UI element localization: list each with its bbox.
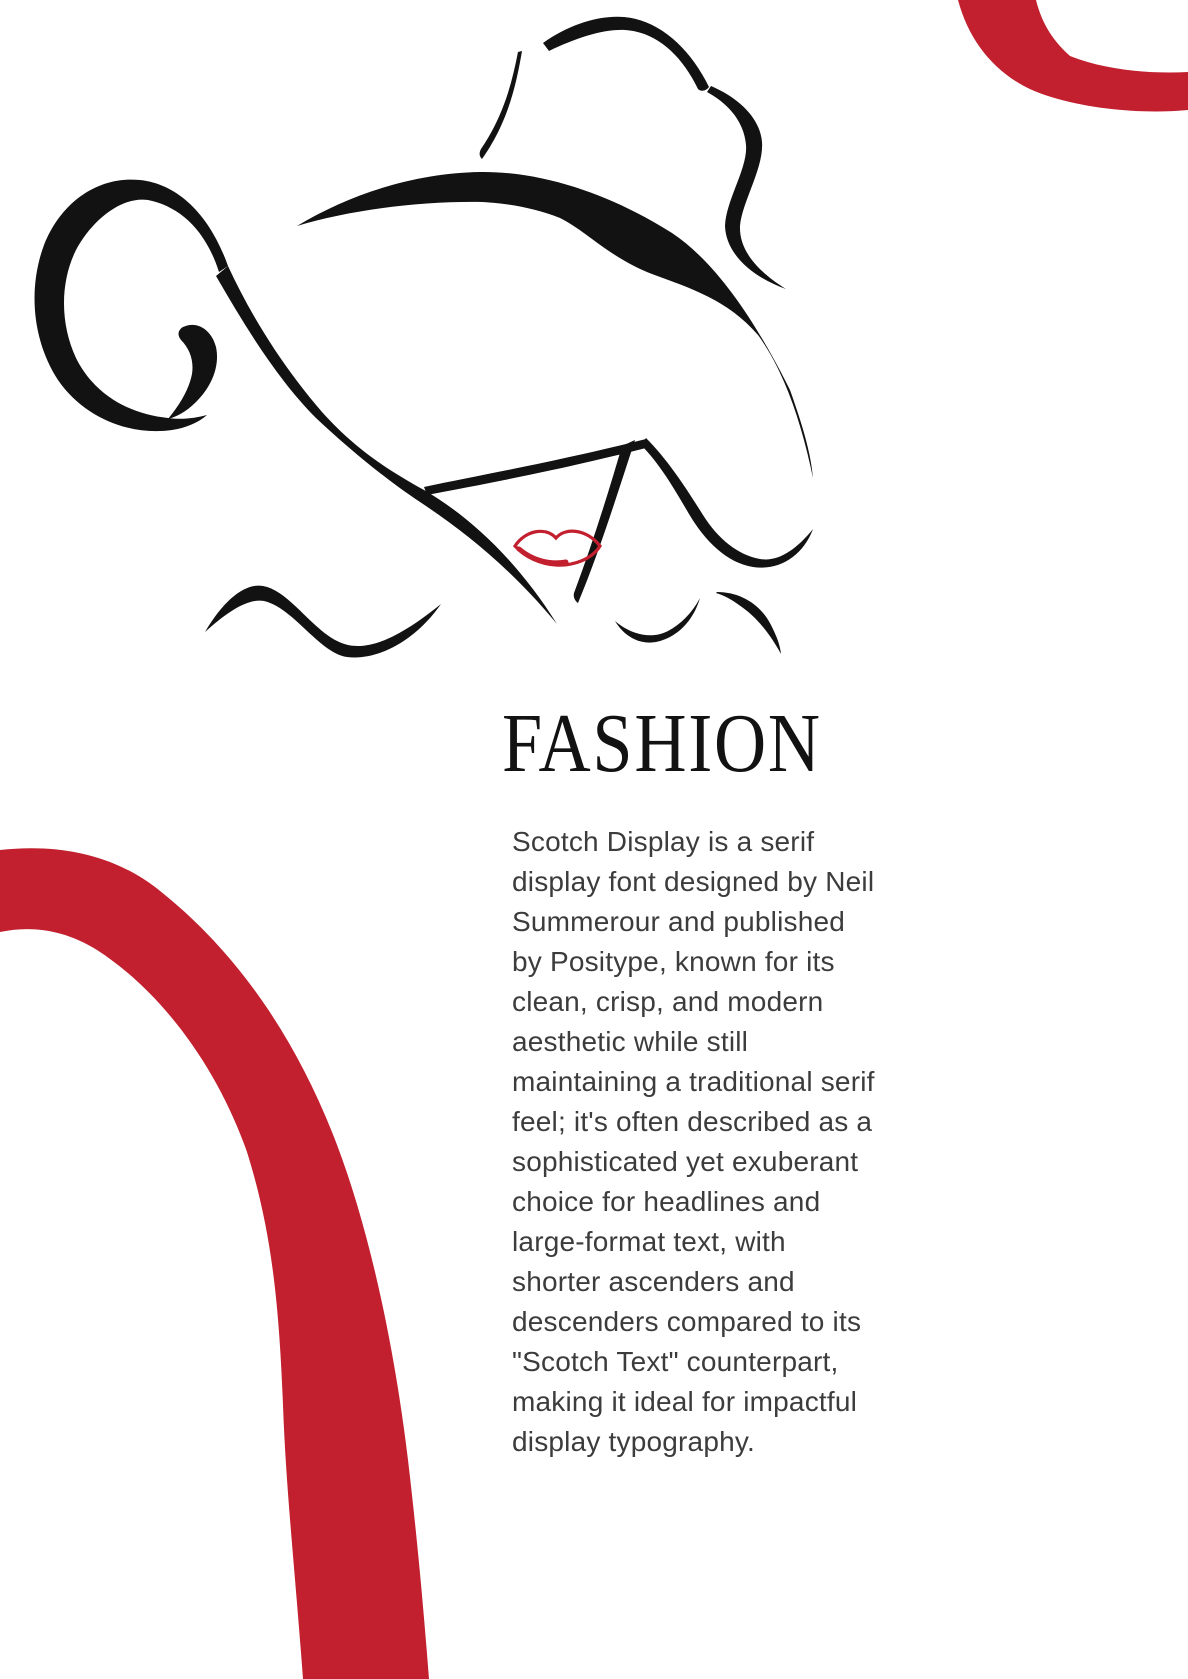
jaw-right <box>574 440 635 603</box>
hair-sweep-jaw-left <box>216 266 557 624</box>
article-line: descenders compared to its <box>512 1306 862 1337</box>
red-ribbon-left-shape <box>0 848 429 1679</box>
article-line: display typography. <box>512 1426 755 1457</box>
article-line: clean, crisp, and modern <box>512 986 824 1017</box>
article-text <box>512 822 922 1462</box>
page-title: FASHION <box>502 697 822 790</box>
hat-inner-line <box>480 51 522 159</box>
article-line: sophisticated yet exuberant <box>512 1146 859 1177</box>
hat-crown <box>543 17 709 91</box>
article-line: aesthetic while still <box>512 1026 749 1057</box>
neck-swoosh-right <box>716 592 781 654</box>
article-line: "Scotch Text" counterpart, <box>512 1346 839 1377</box>
article-line: feel; it's often described as a <box>512 1106 873 1137</box>
lips-lower-accent <box>519 549 566 563</box>
article-line: shorter ascenders and <box>512 1266 795 1297</box>
neck-swoosh-left <box>615 598 700 643</box>
article-line: Scotch Display is a serif <box>512 826 815 857</box>
red-ribbon-top-right-shape <box>958 0 1188 111</box>
article-line: Summerour and published <box>512 906 846 937</box>
hair-flick <box>641 438 813 568</box>
article-line: choice for headlines and <box>512 1186 821 1217</box>
woman-hat-illustration <box>35 17 813 658</box>
hair-strand-wave <box>205 586 441 658</box>
article-line: display font designed by Neil <box>512 866 875 897</box>
article-line: making it ideal for impactful <box>512 1386 858 1417</box>
hat-side-squiggle <box>707 86 786 289</box>
article-line: by Positype, known for its <box>512 946 835 977</box>
article-line: maintaining a traditional serif <box>512 1066 875 1097</box>
hair-comma-curl <box>168 325 217 419</box>
article-line: large-format text, with <box>512 1226 786 1257</box>
